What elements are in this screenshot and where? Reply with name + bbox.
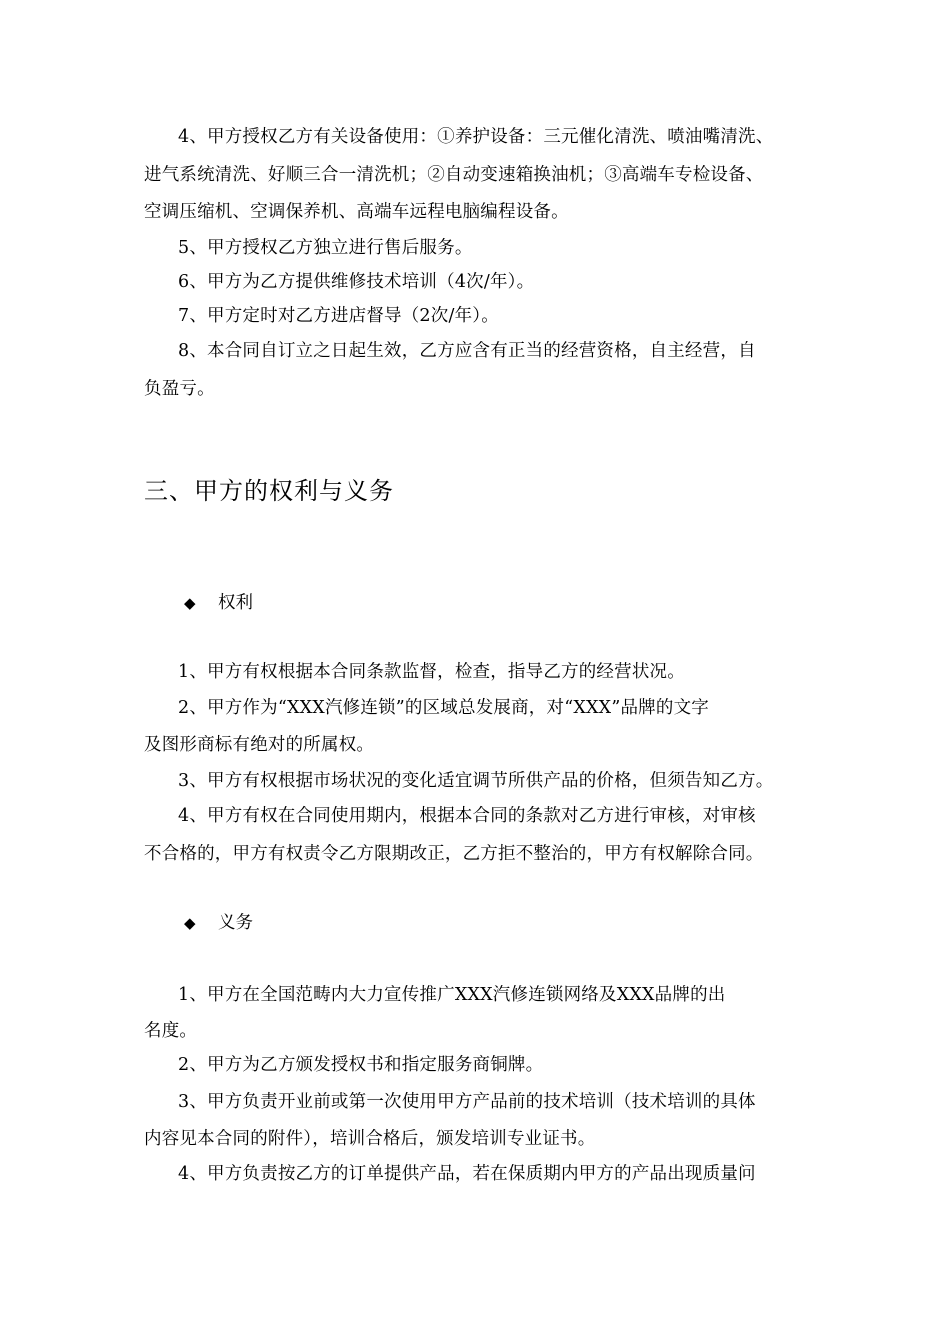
paragraph-line: 2、甲方作为“XXX汽修连锁”的区域总发展商，对“XXX”品牌的文字 bbox=[178, 698, 709, 718]
paragraph-line: 及图形商标有绝对的所属权。 bbox=[144, 735, 375, 755]
paragraph-line: 负盈亏。 bbox=[144, 379, 215, 399]
paragraph-line: 1、甲方有权根据本合同条款监督，检查，指导乙方的经营状况。 bbox=[178, 662, 685, 682]
paragraph-line: 6、甲方为乙方提供维修技术培训（4次/年）。 bbox=[178, 272, 535, 292]
paragraph-line: 8、本合同自订立之日起生效，乙方应含有正当的经营资格，自主经营，自 bbox=[178, 341, 756, 361]
paragraph-line: 3、甲方有权根据市场状况的变化适宜调节所供产品的价格，但须告知乙方。 bbox=[178, 771, 774, 791]
rights-subheading bbox=[184, 591, 253, 615]
paragraph-line: 名度。 bbox=[144, 1021, 198, 1041]
paragraph-line: 1、甲方在全国范畴内大力宣传推广XXX汽修连锁网络及XXX品牌的出 bbox=[178, 985, 726, 1005]
diamond-icon: ◆ bbox=[184, 594, 196, 612]
paragraph-line: 4、甲方负责按乙方的订单提供产品，若在保质期内甲方的产品出现质量问 bbox=[178, 1164, 756, 1184]
diamond-icon: ◆ bbox=[184, 914, 196, 932]
paragraph-line: 7、甲方定时对乙方进店督导（2次/年）。 bbox=[178, 306, 499, 326]
paragraph-line: 5、甲方授权乙方独立进行售后服务。 bbox=[178, 238, 473, 258]
duties-subheading bbox=[184, 911, 253, 935]
rights-title: 权利 bbox=[218, 593, 253, 613]
paragraph-line: 3、甲方负责开业前或第一次使用甲方产品前的技术培训（技术培训的具体 bbox=[178, 1092, 756, 1112]
paragraph-line: 2、甲方为乙方颁发授权书和指定服务商铜牌。 bbox=[178, 1055, 544, 1075]
duties-title: 义务 bbox=[218, 913, 253, 933]
section-heading: 三、甲方的权利与义务 bbox=[144, 477, 394, 505]
paragraph-line: 空调压缩机、空调保养机、高端车远程电脑编程设备。 bbox=[144, 202, 569, 222]
paragraph-line: 4、甲方授权乙方有关设备使用：①养护设备：三元催化清洗、喷油嘴清洗、 bbox=[178, 127, 774, 147]
paragraph-line: 不合格的，甲方有权责令乙方限期改正，乙方拒不整治的，甲方有权解除合同。 bbox=[144, 844, 764, 864]
paragraph-line: 进气系统清洗、好顺三合一清洗机；②自动变速箱换油机；③高端车专检设备、 bbox=[144, 165, 764, 185]
paragraph-line: 4、甲方有权在合同使用期内，根据本合同的条款对乙方进行审核，对审核 bbox=[178, 806, 756, 826]
paragraph-line: 内容见本合同的附件），培训合格后，颁发培训专业证书。 bbox=[144, 1129, 596, 1149]
